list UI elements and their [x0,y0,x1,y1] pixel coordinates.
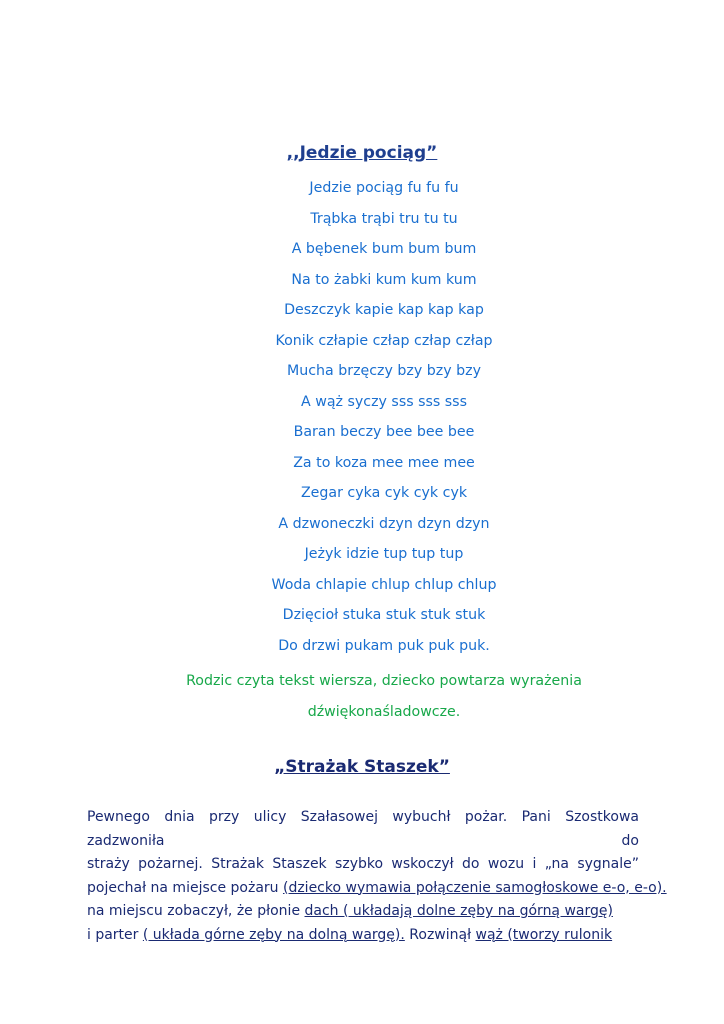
child-instruction: (dziecko wymawia połączenie samogłoskowe e-o, e-o). [282,879,667,896]
poem-line: Za to koza mee mee mee [293,454,475,471]
poem-line: Mucha brzęczy bzy bzy bzy [287,363,481,379]
story-line [87,900,639,924]
story-title: „Strażak Staszek” [274,757,450,777]
child-instruction: ( układa górne zęby na dolną wargę). [142,926,405,943]
poem-line: Jeżyk idzie tup tup tup [304,546,464,562]
instruction-line: dźwiękonaśladowcze. [307,703,461,720]
instruction-line: Rodzic czyta tekst wiersza, dziecko powtarza wyrażenia [186,673,582,689]
poem-line: Deszczyk kapie kap kap kap [284,302,484,318]
parent-instruction [0,666,724,727]
story-line [87,877,667,901]
poem-line: A dzwoneczki dzyn dzyn dzyn [278,515,490,532]
poem-title: ,,Jedzie pociąg” [286,143,438,163]
story-text-fragment: pojechał na miejsce pożaru [87,879,283,896]
story-line [87,924,639,948]
poem-line: Trąbka trąbi tru tu tu [310,210,458,227]
story-text [87,806,667,947]
child-instruction: wąż (tworzy rulonik [475,926,613,943]
story-text-fragment: i parter [87,926,143,943]
child-instruction: dach ( układają dolne zęby na górną wargę) [304,903,613,919]
poem-line: Dzięcioł stuka stuk stuk stuk [282,607,486,623]
story-text-fragment: na miejscu zobaczył, że płonie [87,903,305,919]
poem-line: A wąż syczy sss sss sss [301,393,467,410]
poem-line: Zegar cyka cyk cyk cyk [300,485,468,501]
poem-line: Do drzwi pukam puk puk puk. [278,637,490,654]
story-line: straży pożarnej. Strażak Staszek szybko wskoczył do wozu i „na sygnale” [87,856,639,872]
poem-line: Jedzie pociąg fu fu fu [309,180,459,196]
poem-lines [0,175,724,663]
story-text-fragment: Rozwinął [404,926,476,943]
poem-line: Na to żabki kum kum kum [291,271,477,288]
poem-line: Woda chlapie chlup chlup chlup [271,576,497,593]
poem-line: Konik człapie człap człap człap [275,332,493,349]
poem-line: A bębenek bum bum bum [291,241,477,257]
poem-line: Baran beczy bee bee bee [293,424,475,440]
story-line: Pewnego dnia przy ulicy Szałasowej wybuchł pożar. Pani Szostkowa zadzwoniła do [87,809,639,849]
